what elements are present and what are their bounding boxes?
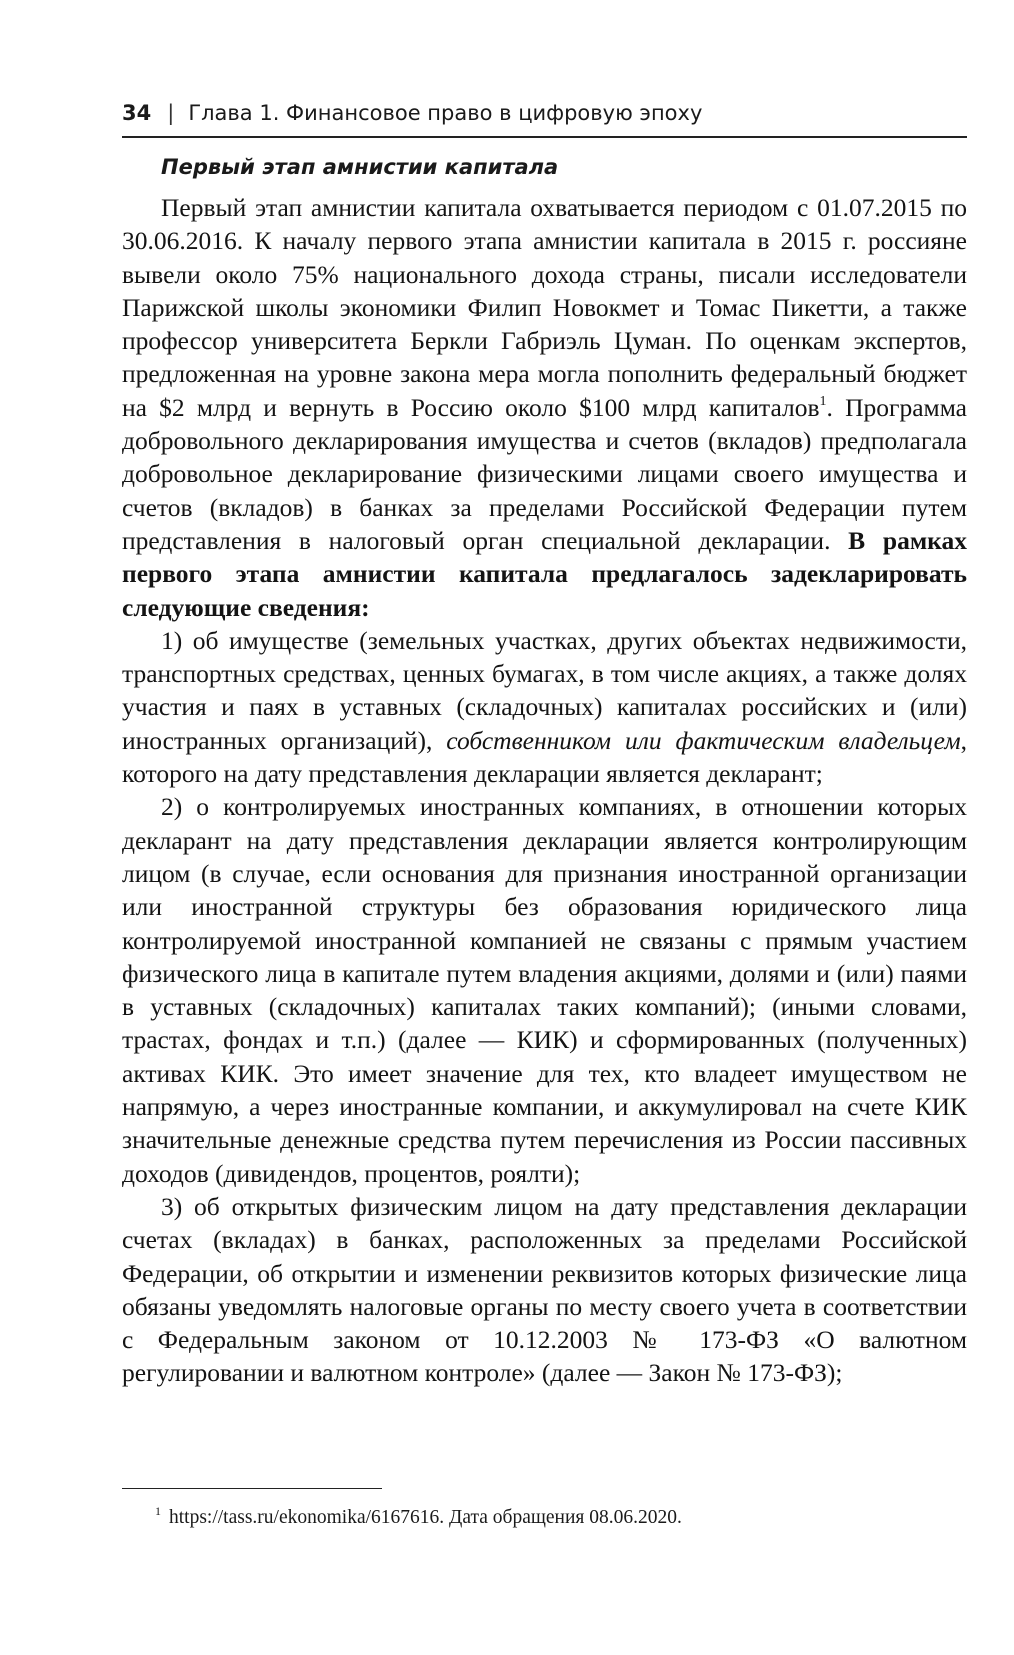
list-item-accounts: 3) об открытых физическим лицом на дату представления декларации счетах (вкладах) в банках, расположенных за пределами Российской Федерации, об открытии и изменении реквизитов которых физические лица обязаны уведомлять налоговые органы по месту своего учета в соответствии с Федеральным законом от 10.12.2003 № 173-ФЗ «О валютном регулировании и валютном контроле» (далее — Закон № 173-ФЗ); xyxy=(122,1191,967,1388)
footnote-marker: 1 xyxy=(155,1504,161,1518)
paragraph-intro-text: Первый этап амнистии капитала охватывается периодом с 01.07.2015 по 30.06.2016. К началу первого этапа амнистии капитала в 2015 г. россияне вывели около 75% национального дохода страны, писали исследователи Парижской школы экономики Филип Новокмет и Томас Пикетти, а также профессор университета Беркли Габриэль Цуман. По оценкам экспертов, предложенная на уровне закона мера могла пополнить федеральный бюджет на $2 млрд и вернуть в Россию около $100 млрд капиталов xyxy=(122,193,967,422)
paragraph-intro-bold: В рамках первого этапа амнистии капитала предлагалось задекларировать следующие сведения: xyxy=(122,525,967,622)
paragraph-intro-text-continued: . Программа добровольного декларирования имущества и счетов (вкладов) предполагала добровольное декларирование физическими лицами своего имущества и счетов (вкладов) в банках за пределами Российской Федерации путем представления в налоговый орган специальной декларации. xyxy=(122,392,967,555)
running-head xyxy=(122,98,967,128)
list-item-property xyxy=(122,624,967,790)
list-item-property-italic: собственником или фактическим владельцем xyxy=(446,725,961,755)
footnote-reference: 1 xyxy=(819,393,827,409)
list-item-property-text-continued: , которого на дату представления декларации является декларант; xyxy=(122,725,967,789)
list-item-cfc: 2) о контролируемых иностранных компаниях, в отношении которых декларант на дату представления декларации является контролирующим лицом (в случае, если основания для признания иностранной организации или иностранной структуры без образования юридического лица контролируемой иностранной компанией не связаны с прямым участием физического лица в капитале путем владения акциями, долями и (или) паями в уставных (складочных) капиталах таких компаний); (иными словами, трастах, фондах и т.п.) (далее — КИК) и сформированных (полученных) активах КИК. Это имеет значение для тех, кто владеет имуществом не напрямую, а через иностранные компании, и аккумулировал на счете КИК значительные денежные средства путем перечисления из России пассивных доходов (дивидендов, процентов, роялти); xyxy=(122,792,967,1188)
footnote-text: https://tass.ru/ekonomika/6167616. Дата обращения 08.06.2020. xyxy=(169,1507,682,1528)
footnote xyxy=(155,1505,682,1531)
header-separator: | xyxy=(167,101,175,125)
list-item-property-text: 1) об имуществе (земельных участках, других объектах недвижимости, транспортных средствах, ценных бумагах, в том числе акциях, а также долях участия и паях в уставных (складочных) капиталах российских и (или) иностранных организаций), xyxy=(122,625,967,755)
chapter-title: Глава 1. Финансовое право в цифровую эпоху xyxy=(188,101,703,125)
paragraph-intro xyxy=(122,191,967,624)
header-rule xyxy=(122,136,967,138)
section-title: Первый этап амнистии капитала xyxy=(161,155,559,179)
footnote-rule xyxy=(122,1488,382,1489)
page-number: 34 xyxy=(122,101,152,125)
body-text xyxy=(122,191,967,1390)
